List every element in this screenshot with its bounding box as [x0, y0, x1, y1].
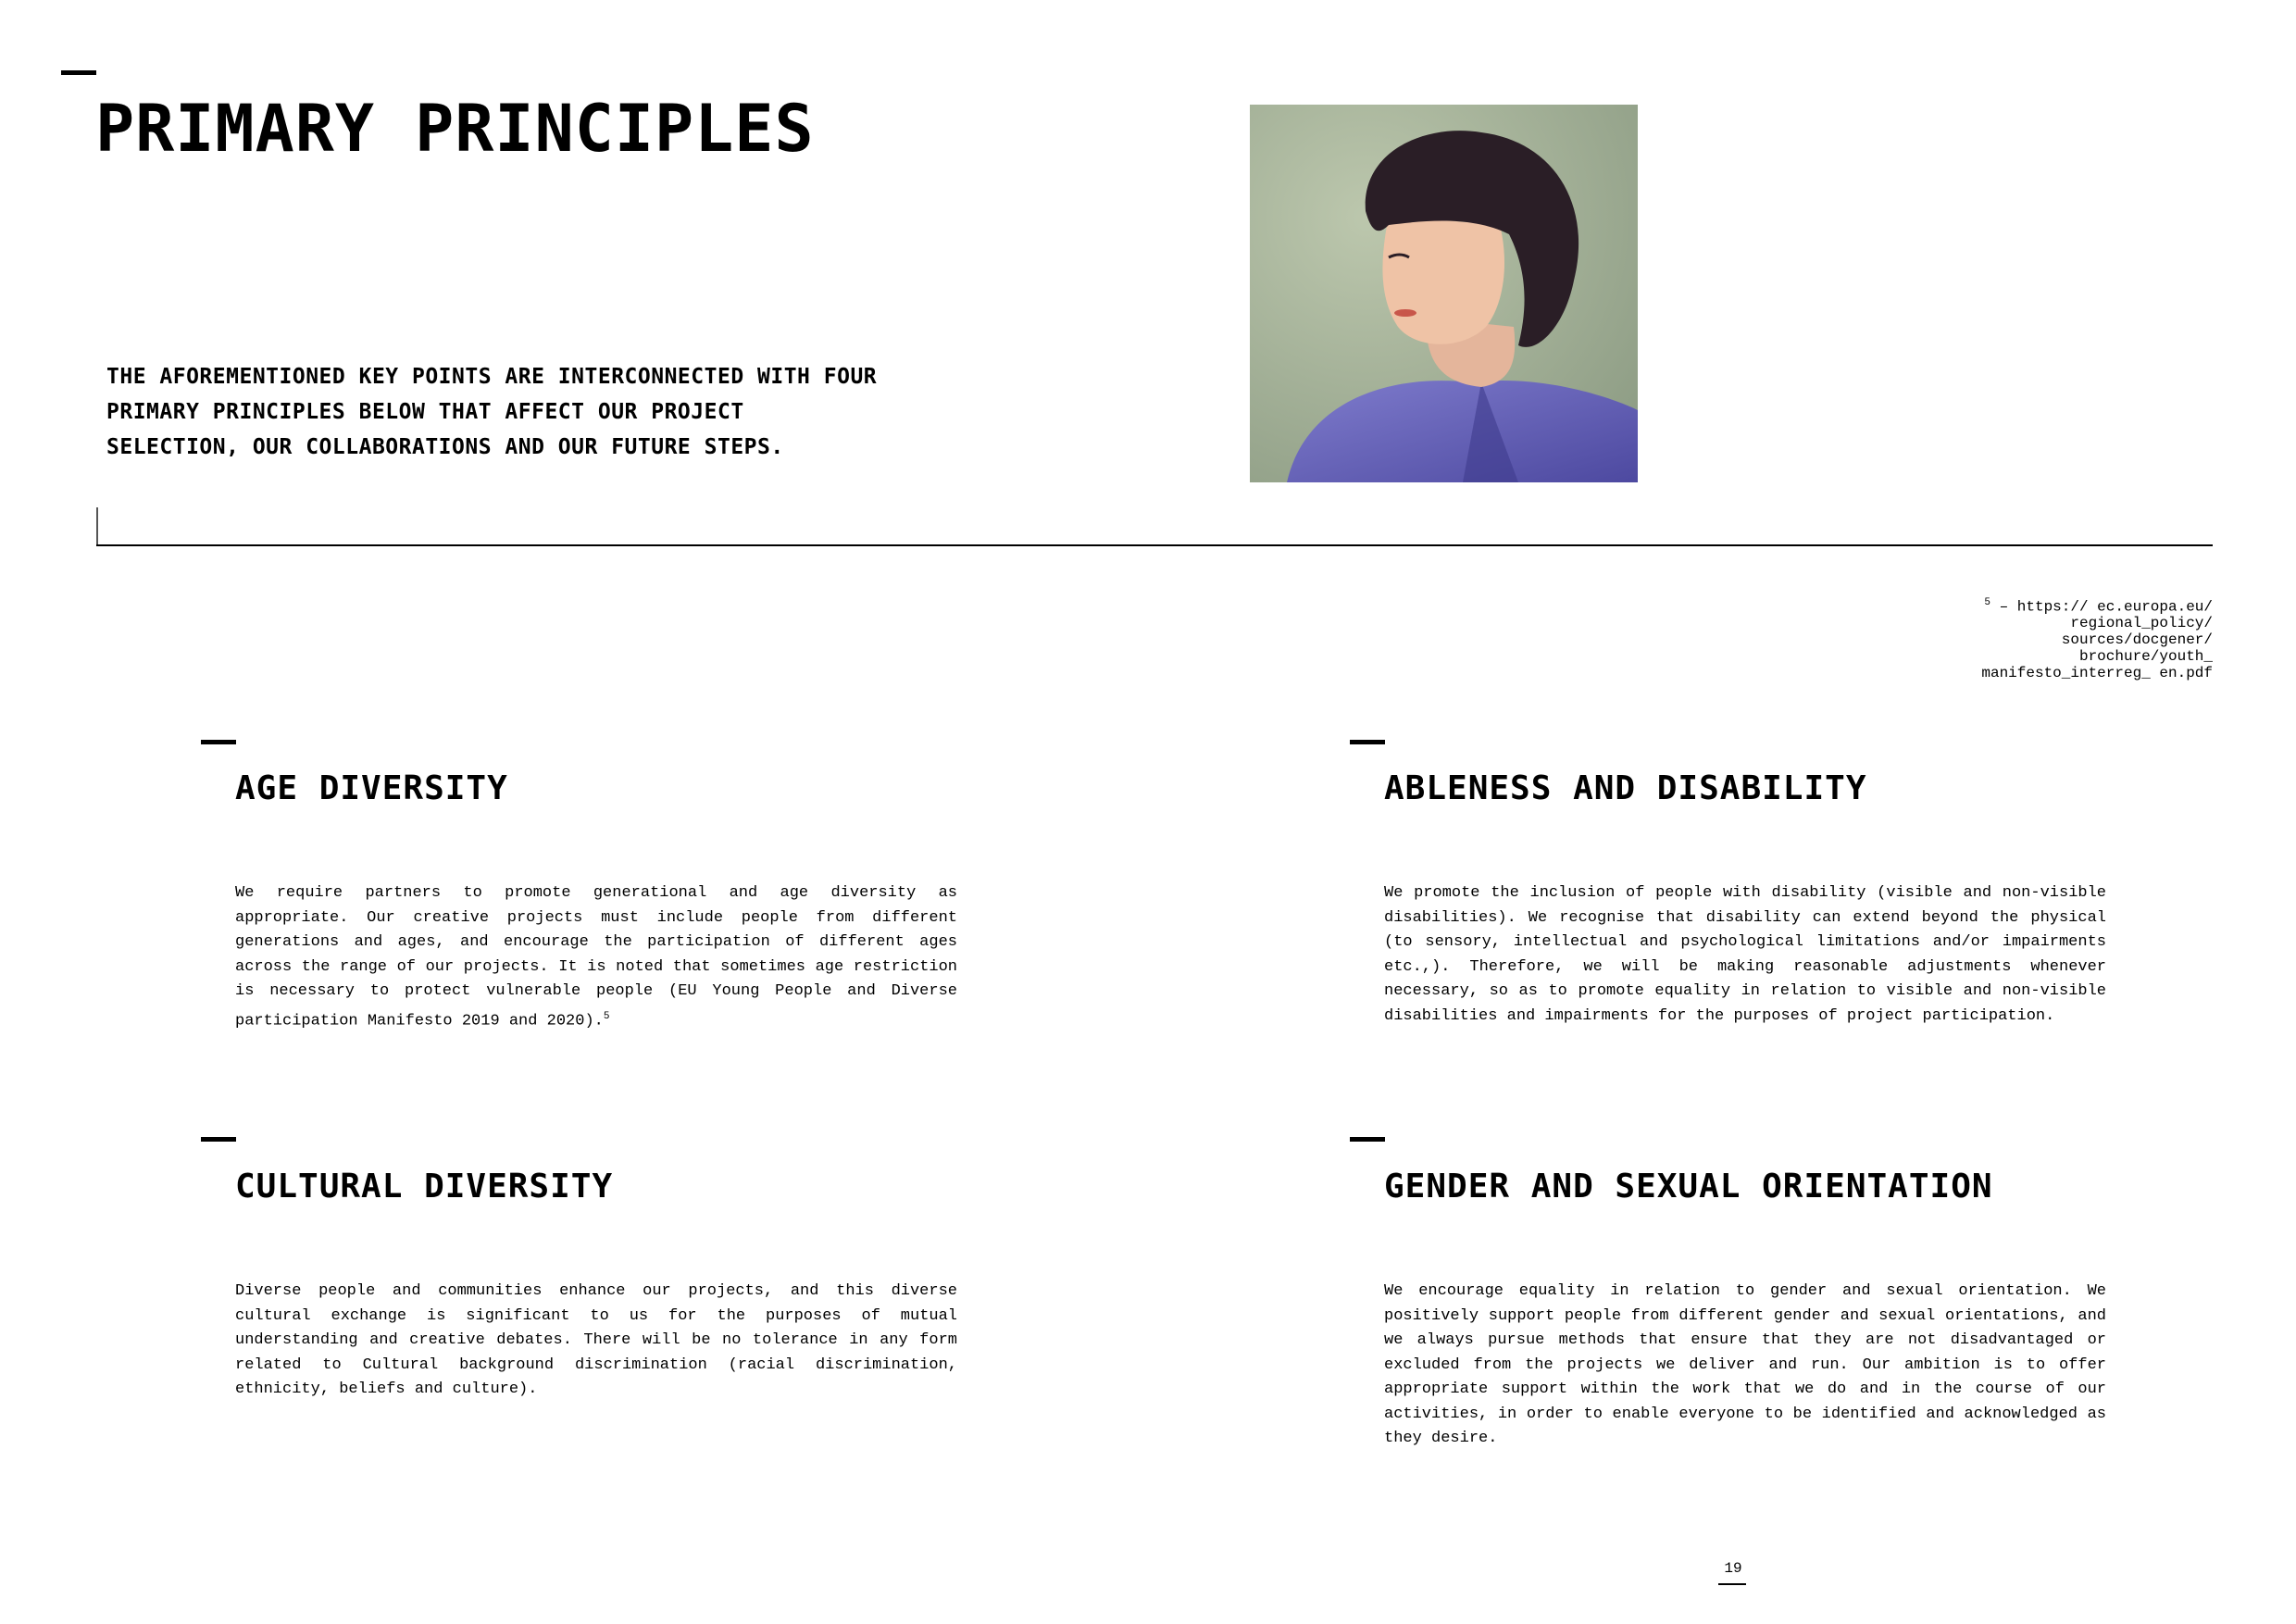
section-accent-dash [1350, 740, 1385, 744]
footnote-text: – https:// ec.europa.eu/ regional_policy/ sources/docgener/ brochure/youth_ manifesto_interreg_ en.pdf [1981, 598, 2213, 682]
horizontal-divider [96, 544, 2213, 546]
intro-text: THE AFOREMENTIONED KEY POINTS ARE INTERCONNECTED WITH FOUR PRIMARY PRINCIPLES BELOW THAT AFFECT OUR PROJECT SELECTION, OUR COLLABORATIONS AND OUR FUTURE STEPS. [106, 365, 878, 459]
section-accent-dash [1350, 1137, 1385, 1142]
section-title-age-diversity: AGE DIVERSITY [235, 769, 508, 807]
divider-tick [96, 507, 98, 544]
footnote [1972, 594, 2213, 681]
section-body-ableness-disability: We promote the inclusion of people with disability (visible and non-visible disabilities). We recognise that disability can extend beyond the physical (to sensory, intellectual and psychological limitations and/or impairments etc.,). Therefore, we will be making reasonable adjustments whenever necessary, so as to promote equality in relation to visible and non-visible disabilities and impairments for the purposes of project participation. [1384, 884, 2106, 1025]
page-title: PRIMARY PRINCIPLES [95, 91, 815, 167]
section-body-gender-sexual-orientation: We encourage equality in relation to gender and sexual orientation. We positively support people from different gender and sexual orientations, and we always pursue methods that ensure that they are not disadvantaged or excluded from the projects we deliver and run. Our ambition is to offer appropriate support within the work that we do and in the course of our activities, in order to enable everyone to be identified and acknowledged as they desire. [1384, 1282, 2106, 1447]
section-body-text: We require partners to promote generational and age diversity as appropriate. Our creative projects must include people from different generations and ages, and encourage the participation of different ages across the range of our projects. It is noted that sometimes age restriction is necessary to protect vulnerable people (EU Young People and Diverse participation Manifesto 2019 and 2020). [235, 884, 957, 1031]
footnote-number: 5 [1984, 597, 1990, 608]
section-body-cultural-diversity: Diverse people and communities enhance our projects, and this diverse cultural exchange is significant to us for the purposes of mutual understanding and creative debates. There will be no tolerance in any form related to Cultural background discrimination (racial discrimination, ethnicity, beliefs and culture). [235, 1282, 957, 1398]
section-title-ableness-disability: ABLENESS AND DISABILITY [1384, 769, 1867, 807]
section-title-gender-sexual-orientation: GENDER AND SEXUAL ORIENTATION [1384, 1168, 1993, 1206]
section-body-age-diversity [235, 881, 957, 1034]
section-accent-dash [201, 1137, 236, 1142]
page-number: 19 [1724, 1560, 1742, 1577]
section-title-cultural-diversity: CULTURAL DIVERSITY [235, 1168, 614, 1206]
title-accent-dash [61, 70, 96, 75]
page-number-underline [1718, 1583, 1746, 1585]
section-accent-dash [201, 740, 236, 744]
portrait-image [1250, 105, 1638, 482]
footnote-reference: 5 [603, 1010, 610, 1022]
